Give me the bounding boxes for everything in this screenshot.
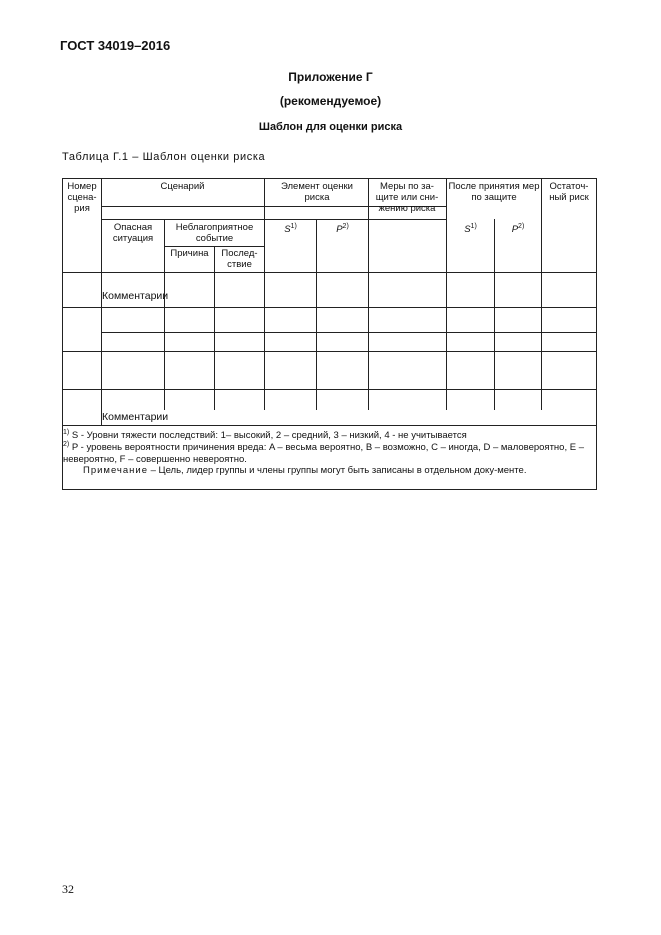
header-measures: Меры по за-щите или сни-жению риска xyxy=(375,181,439,214)
note-text: – Цель, лидер группы и члены группы могут быть записаны в отдельном доку-менте. xyxy=(148,465,527,476)
p-after-label: P xyxy=(511,224,519,236)
header-cause: Причина xyxy=(170,248,209,259)
comment-label-2: Комментарии xyxy=(102,411,169,423)
appendix-subject: Шаблон для оценки риска xyxy=(258,121,403,133)
header-residual-risk: Остаточ-ный риск xyxy=(549,181,589,203)
table-note xyxy=(63,465,603,477)
p-label: P xyxy=(336,224,343,236)
footnote-1-marker: 1) xyxy=(63,429,70,436)
appendix-title: Приложение Г xyxy=(288,70,373,84)
footnote-2 xyxy=(63,439,603,466)
s-after-label: S xyxy=(464,224,471,236)
header-s-after xyxy=(447,221,494,235)
document-code: ГОСТ 34019–2016 xyxy=(60,38,171,53)
header-scenarios: Сценарий xyxy=(160,181,205,192)
header-after-measures: После принятия мер по защите xyxy=(448,181,540,203)
header-p-probability xyxy=(317,221,368,235)
comment-label-1: Комментарии xyxy=(102,290,169,302)
header-s-severity xyxy=(265,221,316,235)
s-after-footnote-marker: 1) xyxy=(470,223,477,230)
s-label: S xyxy=(284,224,291,236)
footnote-1-text: S - Уровни тяжести последствий: 1– высокий, 2 – средний, 3 – низкий, 4 - не учитывается xyxy=(71,430,467,442)
header-consequence: Послед-ствие xyxy=(221,248,258,270)
note-label: Примечание xyxy=(83,465,148,476)
header-adverse-event: Неблагоприятное событие xyxy=(175,222,254,244)
header-scenario-number: Номер сцена-рия xyxy=(67,181,97,214)
p-after-footnote-marker: 2) xyxy=(518,223,525,230)
header-hazardous-situation: Опасная ситуация xyxy=(112,222,154,244)
table-caption: Таблица Г.1 – Шаблон оценки риска xyxy=(62,151,266,163)
footnote-2-text: P - уровень вероятности причинения вреда: A – весьма вероятно, B – возможно, C – иногда, D – маловероятно, E – невероятно, F – совершенно невероятно. xyxy=(63,442,584,466)
appendix-status: (рекомендуемое) xyxy=(279,94,382,108)
p-footnote-marker: 2) xyxy=(342,223,349,230)
s-footnote-marker: 1) xyxy=(290,223,297,230)
header-p-after xyxy=(495,221,541,235)
footnote-2-marker: 2) xyxy=(63,441,70,448)
header-risk-element: Элемент оценки риска xyxy=(280,181,353,203)
page-number: 32 xyxy=(62,882,74,896)
